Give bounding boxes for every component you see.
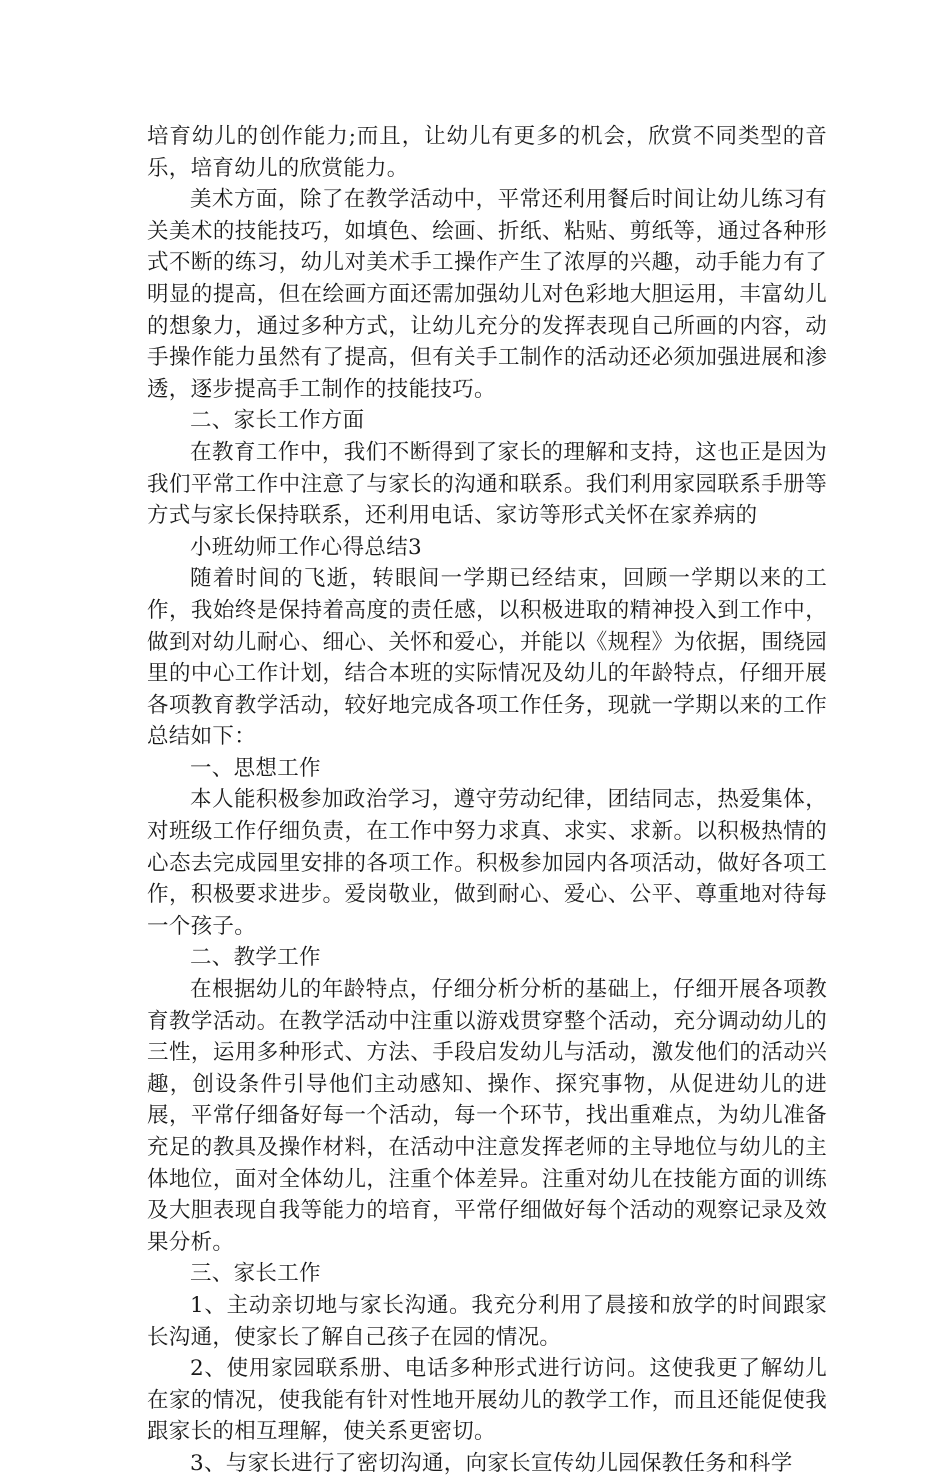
section-heading: 二、教学工作 — [190, 945, 321, 971]
body-paragraph: 美术方面，除了在教学活动中，平常还利用餐后时间让幼儿练习有关美术的技能技巧，如填色、绘画、折纸、粘贴、剪纸等，通过各种形式不断的练习，幼儿对美术手工操作产生了浓厚的兴趣，动手能力有了明显的提高，但在绘画方面还需加强幼儿对色彩地大胆运用，丰富幼儿的想象力，通过多种方式，让幼儿充分的发挥表现自己所画的内容，动手操作能力虽然有了提高，但有关手工制作的活动还必须加强进展和渗透，逐步提高手工制作的技能技巧。 — [147, 187, 827, 402]
body-paragraph: 随着时间的飞逝，转眼间一学期已经结束，回顾一学期以来的工作，我始终是保持着高度的责任感，以积极进取的精神投入到工作中，做到对幼儿耐心、细心、关怀和爱心，并能以《规程》为依据，围绕园里的中心工作计划，结合本班的实际情况及幼儿的年龄特点，仔细开展各项教育教学活动，较好地完成各项工作任务，现就一学期以来的工作总结如下： — [147, 566, 827, 750]
body-paragraph: 本人能积极参加政治学习，遵守劳动纪律，团结同志，热爱集体，对班级工作仔细负责，在工作中努力求真、求实、求新。以积极热情的心态去完成园里安排的各项工作。积极参加园内各项活动，做好各项工作，积极要求进步。爱岗敬业，做到耐心、爱心、公平、尊重地对待每一个孩子。 — [147, 787, 827, 939]
body-paragraph: 1、主动亲切地与家长沟通。我充分利用了晨接和放学的时间跟家长沟通，使家长了解自己孩子在园的情况。 — [147, 1292, 827, 1350]
section-heading: 一、思想工作 — [190, 755, 321, 781]
section-heading: 三、家长工作 — [190, 1261, 321, 1287]
document-page — [147, 121, 827, 1480]
body-paragraph: 在教育工作中，我们不断得到了家长的理解和支持，这也正是因为我们平常工作中注意了与家长的沟通和联系。我们利用家园联系手册等方式与家长保持联系，还利用电话、家访等形式关怀在家养病的 — [147, 439, 827, 529]
document-title: 小班幼师工作心得总结3 — [190, 534, 422, 560]
body-paragraph: 在根据幼儿的年龄特点，仔细分析分析的基础上，仔细开展各项教育教学活动。在教学活动中注重以游戏贯穿整个活动，充分调动幼儿的三性，运用多种形式、方法、手段启发幼儿与活动，激发他们的活动兴趣，创设条件引导他们主动感知、操作、探究事物，从促进幼儿的进展，平常仔细备好每一个活动，每一个环节，找出重难点，为幼儿准备充足的教具及操作材料，在活动中注意发挥老师的主导地位与幼儿的主体地位，面对全体幼儿，注重个体差异。注重对幼儿在技能方面的训练及大胆表现自我等能力的培育，平常仔细做好每个活动的观察记录及效果分析。 — [147, 977, 827, 1255]
body-paragraph: 3、与家长进行了密切沟通，向家长宣传幼儿园保教任务和科学 — [190, 1450, 793, 1476]
body-paragraph: 2、使用家园联系册、电话多种形式进行访问。这使我更了解幼儿在家的情况，使我能有针对性地开展幼儿的教学工作，而且还能促使我跟家长的相互理解，使关系更密切。 — [147, 1356, 827, 1445]
body-paragraph: 培育幼儿的创作能力;而且，让幼儿有更多的机会，欣赏不同类型的音乐，培育幼儿的欣赏能力。 — [147, 124, 827, 181]
section-heading: 二、家长工作方面 — [190, 408, 365, 434]
